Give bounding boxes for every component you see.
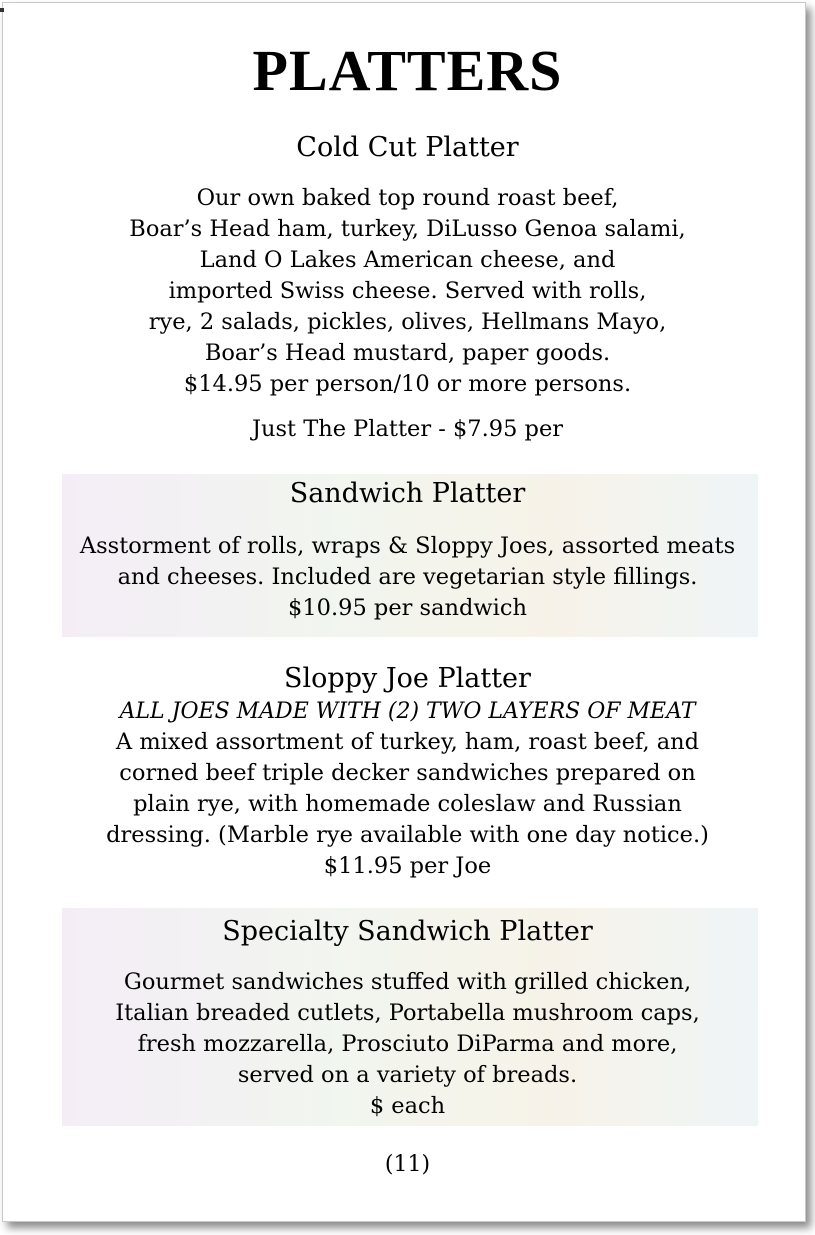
description-line: Boar’s Head ham, turkey, DiLusso Genoa salami, bbox=[129, 216, 686, 242]
specialty-sandwich-platter-section bbox=[0, 915, 815, 1122]
description-line: and cheeses. Included are vegetarian style fillings. bbox=[117, 564, 698, 590]
sloppy-joe-platter-description bbox=[0, 727, 815, 882]
description-line: Asstorment of rolls, wraps & Sloppy Joes, assorted meats bbox=[79, 533, 736, 559]
page-title: PLATTERS bbox=[252, 38, 563, 103]
sandwich-platter-heading: Sandwich Platter bbox=[289, 478, 526, 509]
description-line: served on a variety of breads. bbox=[237, 1062, 578, 1088]
description-line: Italian breaded cutlets, Portabella mushroom caps, bbox=[115, 1000, 700, 1026]
sandwich-platter-section bbox=[0, 477, 815, 624]
specialty-sandwich-platter-heading: Specialty Sandwich Platter bbox=[222, 916, 593, 947]
price-line: $11.95 per Joe bbox=[323, 853, 492, 879]
page-number: (11) bbox=[384, 1152, 431, 1177]
sloppy-joe-platter-subheading: ALL JOES MADE WITH (2) TWO LAYERS OF MEAT bbox=[119, 699, 696, 724]
description-line: corned beef triple decker sandwiches prepared on bbox=[119, 760, 696, 786]
price-line: $14.95 per person/10 or more persons. bbox=[183, 371, 632, 397]
sandwich-platter-description bbox=[0, 531, 815, 624]
price-line: $ each bbox=[369, 1093, 446, 1119]
cold-cut-platter-heading: Cold Cut Platter bbox=[296, 132, 519, 163]
specialty-sandwich-platter-description bbox=[0, 967, 815, 1122]
description-line: plain rye, with homemade coleslaw and Russian bbox=[133, 791, 682, 817]
description-line: A mixed assortment of turkey, ham, roast beef, and bbox=[115, 729, 700, 755]
cold-cut-platter-description bbox=[0, 183, 815, 400]
description-line: fresh mozzarella, Prosciuto DiParma and more, bbox=[137, 1031, 678, 1057]
description-line: Boar’s Head mustard, paper goods. bbox=[204, 340, 611, 366]
sloppy-joe-platter-section bbox=[0, 662, 815, 882]
description-line: dressing. (Marble rye available with one day notice.) bbox=[106, 822, 709, 848]
scan-speck bbox=[0, 8, 4, 12]
platter-only-price: Just The Platter - $7.95 per bbox=[251, 416, 564, 442]
description-line: Our own baked top round roast beef, bbox=[196, 185, 619, 211]
description-line: imported Swiss cheese. Served with rolls, bbox=[168, 278, 647, 304]
description-line: Gourmet sandwiches stuffed with grilled chicken, bbox=[123, 969, 692, 995]
cold-cut-platter-section bbox=[0, 131, 815, 445]
description-line: Land O Lakes American cheese, and bbox=[199, 247, 616, 273]
price-line: $10.95 per sandwich bbox=[288, 595, 527, 621]
sloppy-joe-platter-heading: Sloppy Joe Platter bbox=[284, 663, 531, 694]
description-line: rye, 2 salads, pickles, olives, Hellmans Mayo, bbox=[148, 309, 667, 335]
